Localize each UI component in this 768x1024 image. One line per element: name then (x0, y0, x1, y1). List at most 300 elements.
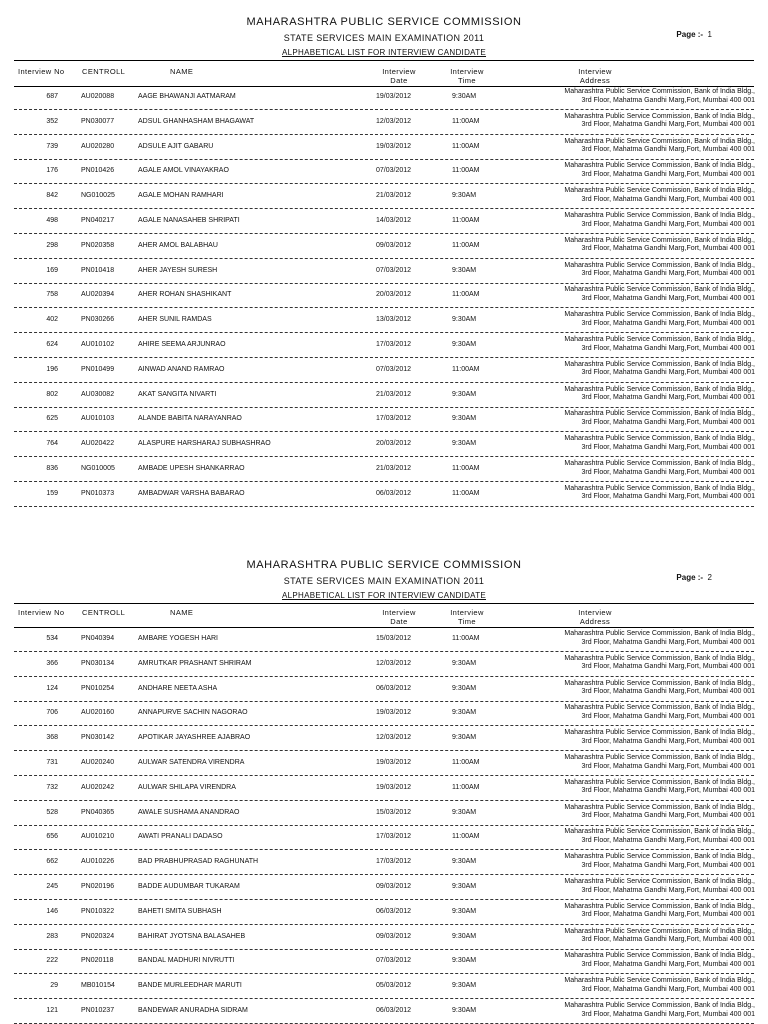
col-header-time-line2: Time (458, 617, 476, 626)
interview-date-cell: 09/03/2012 (376, 241, 412, 249)
col-header-name: NAME (170, 608, 194, 617)
interview-time-cell: 11:00AM (452, 142, 480, 150)
name-cell: BANDAL MADHURI NIVRUTTI (138, 957, 235, 965)
table-row (14, 800, 754, 826)
interview-date-cell: 07/03/2012 (376, 266, 412, 274)
interview-time-cell: 9:30AM (452, 907, 477, 915)
interview-address-cell (484, 162, 755, 179)
interview-no-cell: 169 (46, 266, 58, 274)
interview-date-cell: 17/03/2012 (376, 415, 412, 423)
interview-address-cell (484, 878, 755, 895)
name-cell: AHIRE SEEMA ARJUNRAO (138, 341, 226, 348)
centroll-cell: AU020422 (81, 440, 115, 448)
interview-time-cell: 9:30AM (452, 734, 477, 742)
name-cell: ADSULE AJIT GABARU (138, 142, 214, 150)
table-row (14, 109, 754, 135)
address-line-1: Maharashtra Public Service Commission, Bank of India Bldg., (564, 853, 755, 861)
interview-time-cell: 11:00AM (452, 365, 480, 373)
interview-address-cell (484, 828, 755, 845)
interview-time-cell: 11:00AM (452, 783, 480, 791)
interview-time-cell: 11:00AM (452, 833, 480, 841)
centroll-cell: AU020088 (81, 93, 115, 100)
centroll-cell: PN030142 (81, 734, 115, 742)
interview-no-cell: 764 (46, 440, 58, 448)
interview-date-cell: 07/03/2012 (376, 167, 412, 175)
address-line-1: Maharashtra Public Service Commission, Bank of India Bldg., (564, 336, 755, 343)
table-row (14, 849, 754, 875)
address-line-1: Maharashtra Public Service Commission, Bank of India Bldg., (564, 137, 755, 145)
interview-address-cell (484, 386, 755, 403)
name-cell: AMBADE UPESH SHANKARRAO (138, 465, 245, 472)
centroll-cell: PN010373 (81, 489, 115, 497)
address-line-1: Maharashtra Public Service Commission, Bank of India Bldg., (564, 1002, 755, 1009)
interview-no-cell: 366 (46, 659, 58, 667)
interview-address-cell (484, 903, 755, 920)
col-header-address (560, 608, 630, 626)
interview-time-cell: 9:30AM (452, 659, 477, 667)
col-header-date-line1: Interview (382, 67, 416, 76)
name-cell: BAHETI SMITA SUBHASH (138, 907, 222, 915)
interview-address-cell (484, 1002, 755, 1019)
page-number-value: 1 (707, 30, 712, 39)
name-cell: APOTIKAR JAYASHREE AJABRAO (138, 734, 251, 742)
interview-address-cell (484, 435, 755, 452)
interview-address-cell (484, 88, 755, 105)
centroll-cell: PN020324 (81, 932, 115, 940)
address-line-2: 3rd Floor, Mahatma Gandhi Marg,Fort, Mumbai 400 001 (581, 468, 755, 476)
name-cell: ADSUL GHANHASHAM BHAGAWAT (138, 117, 255, 125)
address-line-2: 3rd Floor, Mahatma Gandhi Marg,Fort, Mumbai 400 001 (581, 96, 755, 104)
interview-date-cell: 06/03/2012 (376, 1007, 412, 1014)
address-line-2: 3rd Floor, Mahatma Gandhi Marg,Fort, Mumbai 400 001 (581, 638, 755, 646)
interview-time-cell: 9:30AM (452, 341, 477, 348)
interview-time-cell: 11:00AM (452, 241, 480, 249)
table-row (14, 626, 754, 652)
interview-time-cell: 11:00AM (452, 291, 480, 299)
centroll-cell: AU020280 (81, 142, 115, 150)
interview-date-cell: 17/03/2012 (376, 341, 412, 348)
address-line-1: Maharashtra Public Service Commission, Bank of India Bldg., (564, 112, 755, 120)
address-line-2: 3rd Floor, Mahatma Gandhi Marg,Fort, Mumbai 400 001 (581, 369, 755, 377)
table-row (14, 775, 754, 801)
table-row (14, 431, 754, 457)
col-header-centroll: CENTROLL (82, 608, 126, 617)
list-title (0, 48, 768, 57)
centroll-cell: AU020160 (81, 709, 115, 717)
col-header-name: NAME (170, 67, 194, 76)
address-line-1: Maharashtra Public Service Commission, Bank of India Bldg., (564, 435, 755, 443)
name-cell: AWATI PRANALI DADASO (138, 833, 223, 841)
interview-date-cell: 19/03/2012 (376, 759, 412, 766)
interview-date-cell: 15/03/2012 (376, 635, 412, 642)
interview-time-cell: 9:30AM (452, 957, 477, 965)
interview-no-cell: 176 (46, 167, 58, 175)
interview-time-cell: 9:30AM (452, 982, 477, 990)
name-cell: AKAT SANGITA NIVARTI (138, 390, 217, 398)
address-line-2: 3rd Floor, Mahatma Gandhi Marg,Fort, Mumbai 400 001 (581, 960, 755, 968)
interview-address-cell (484, 187, 755, 204)
centroll-cell: AU020240 (81, 759, 115, 766)
address-line-1: Maharashtra Public Service Commission, Bank of India Bldg., (564, 630, 755, 637)
address-line-1: Maharashtra Public Service Commission, Bank of India Bldg., (564, 729, 755, 737)
centroll-cell: AU020242 (81, 783, 115, 791)
interview-date-cell: 05/03/2012 (376, 982, 412, 990)
address-line-1: Maharashtra Public Service Commission, Bank of India Bldg., (564, 311, 755, 319)
col-header-date-line2: Date (390, 76, 408, 85)
table-row (14, 282, 754, 308)
table-row (14, 382, 754, 408)
interview-address-cell (484, 853, 755, 870)
interview-address-cell (484, 237, 755, 254)
interview-date-cell: 06/03/2012 (376, 907, 412, 915)
page-number (676, 30, 712, 39)
address-line-1: Maharashtra Public Service Commission, Bank of India Bldg., (564, 977, 755, 985)
interview-date-cell: 06/03/2012 (376, 489, 412, 497)
interview-date-cell: 07/03/2012 (376, 365, 412, 373)
table-row (14, 824, 754, 850)
table-row (14, 973, 754, 999)
centroll-cell: PN020196 (81, 883, 115, 890)
interview-no-cell: 298 (46, 241, 58, 249)
table-row (14, 208, 754, 234)
interview-no-cell: 842 (46, 192, 58, 200)
address-line-1: Maharashtra Public Service Commission, Bank of India Bldg., (564, 654, 755, 662)
interview-address-cell (484, 704, 755, 721)
interview-time-cell: 9:30AM (452, 709, 477, 717)
address-line-1: Maharashtra Public Service Commission, Bank of India Bldg., (564, 410, 755, 418)
table-row (14, 357, 754, 383)
table-row (14, 233, 754, 259)
address-line-2: 3rd Floor, Mahatma Gandhi Marg,Fort, Mumbai 400 001 (581, 344, 755, 352)
interview-address-cell (484, 754, 755, 771)
name-cell: AGALE MOHAN RAMHARI (138, 192, 224, 200)
centroll-cell: PN010322 (81, 907, 115, 915)
interview-time-cell: 9:30AM (452, 440, 477, 448)
page-label: Page :- (676, 30, 704, 39)
address-line-2: 3rd Floor, Mahatma Gandhi Marg,Fort, Mumbai 400 001 (581, 886, 755, 894)
interview-address-cell (484, 779, 755, 796)
centroll-cell: PN010237 (81, 1007, 115, 1014)
page-number-value: 2 (707, 573, 712, 582)
address-line-1: Maharashtra Public Service Commission, Bank of India Bldg., (564, 754, 755, 761)
interview-date-cell: 17/03/2012 (376, 833, 412, 841)
col-header-time-line1: Interview (450, 67, 484, 76)
interview-date-cell: 21/03/2012 (376, 465, 412, 472)
interview-no-cell: 534 (46, 635, 58, 642)
name-cell: AWALE SUSHAMA ANANDRAO (138, 808, 240, 816)
centroll-cell: AU010102 (81, 341, 115, 348)
table-row (14, 899, 754, 925)
interview-address-cell (484, 262, 755, 279)
table-row (14, 183, 754, 209)
address-line-2: 3rd Floor, Mahatma Gandhi Marg,Fort, Mumbai 400 001 (581, 195, 755, 203)
name-cell: AULWAR SHILAPA VIRENDRA (138, 783, 236, 791)
name-cell: AHER AMOL BALABHAU (138, 241, 218, 249)
interview-no-cell: 528 (46, 808, 58, 816)
centroll-cell: PN010418 (81, 266, 115, 274)
interview-time-cell: 9:30AM (452, 858, 477, 866)
centroll-cell: PN030077 (81, 117, 115, 125)
interview-address-cell (484, 138, 755, 155)
name-cell: ANDHARE NEETA ASHA (138, 684, 218, 692)
centroll-cell: AU010103 (81, 415, 115, 423)
table-row (14, 874, 754, 900)
address-line-2: 3rd Floor, Mahatma Gandhi Marg,Fort, Mumbai 400 001 (581, 663, 755, 671)
centroll-cell: AU010210 (81, 833, 115, 841)
address-line-1: Maharashtra Public Service Commission, Bank of India Bldg., (564, 212, 755, 219)
col-header-address-line2: Address (579, 76, 611, 85)
interview-no-cell: 245 (46, 883, 58, 890)
interview-no-cell: 121 (46, 1007, 58, 1014)
interview-no-cell: 368 (46, 734, 58, 742)
interview-no-cell: 662 (46, 858, 58, 866)
centroll-cell: PN040394 (81, 635, 115, 642)
interview-no-cell: 624 (46, 341, 58, 348)
table-row (14, 307, 754, 333)
centroll-cell: NG010025 (81, 192, 115, 200)
col-header-time (440, 67, 494, 85)
address-line-1: Maharashtra Public Service Commission, Bank of India Bldg., (564, 360, 755, 368)
name-cell: AULWAR SATENDRA VIRENDRA (138, 759, 245, 766)
interview-time-cell: 9:30AM (452, 1007, 477, 1014)
interview-time-cell: 9:30AM (452, 266, 477, 274)
name-cell: AHER JAYESH SURESH (138, 266, 218, 274)
interview-no-cell: 29 (50, 982, 58, 990)
interview-date-cell: 07/03/2012 (376, 957, 412, 965)
interview-no-cell: 402 (46, 316, 58, 324)
address-line-2: 3rd Floor, Mahatma Gandhi Marg,Fort, Mumbai 400 001 (581, 319, 755, 327)
interview-address-cell (484, 336, 755, 353)
address-line-2: 3rd Floor, Mahatma Gandhi Marg,Fort, Mumbai 400 001 (581, 688, 755, 696)
table-row (14, 258, 754, 284)
name-cell: BANDEWAR ANURADHA SIDRAM (138, 1007, 248, 1014)
interview-date-cell: 21/03/2012 (376, 390, 412, 398)
interview-no-cell: 656 (46, 833, 58, 841)
address-line-1: Maharashtra Public Service Commission, Bank of India Bldg., (564, 952, 755, 960)
table-row (14, 456, 754, 482)
name-cell: AGALE NANASAHEB SHRIPATI (138, 217, 240, 224)
address-line-2: 3rd Floor, Mahatma Gandhi Marg,Fort, Mumbai 400 001 (581, 936, 755, 944)
address-line-2: 3rd Floor, Mahatma Gandhi Marg,Fort, Mumbai 400 001 (581, 1010, 755, 1018)
col-header-time (440, 608, 494, 626)
centroll-cell: AU020394 (81, 291, 115, 299)
interview-time-cell: 9:30AM (452, 932, 477, 940)
header-rule (14, 603, 754, 604)
col-header-date-line1: Interview (382, 608, 416, 617)
address-line-1: Maharashtra Public Service Commission, Bank of India Bldg., (564, 261, 755, 269)
interview-time-cell: 9:30AM (452, 684, 477, 692)
interview-address-cell (484, 311, 755, 328)
address-line-2: 3rd Floor, Mahatma Gandhi Marg,Fort, Mumbai 400 001 (581, 712, 755, 720)
centroll-cell: PN030266 (81, 316, 115, 324)
address-line-1: Maharashtra Public Service Commission, Bank of India Bldg., (564, 828, 755, 836)
interview-no-cell: 731 (46, 759, 58, 766)
table-row (14, 700, 754, 726)
name-cell: AAGE BHAWANJI AATMARAM (138, 93, 236, 100)
table-row (14, 406, 754, 432)
interview-no-cell: 222 (46, 957, 58, 965)
centroll-cell: PN010499 (81, 365, 115, 373)
address-line-2: 3rd Floor, Mahatma Gandhi Marg,Fort, Mumbai 400 001 (581, 443, 755, 451)
table-row (14, 481, 754, 507)
interview-no-cell: 146 (46, 907, 58, 915)
page-label: Page :- (676, 573, 704, 582)
interview-date-cell: 19/03/2012 (376, 709, 412, 717)
interview-address-cell (484, 460, 755, 477)
interview-no-cell: 802 (46, 390, 58, 398)
centroll-cell: AU010226 (81, 858, 115, 866)
name-cell: ANNAPURVE SACHIN NAGORAO (138, 709, 248, 717)
address-line-2: 3rd Floor, Mahatma Gandhi Marg,Fort, Mumbai 400 001 (581, 836, 755, 844)
interview-address-cell (484, 680, 755, 697)
list-title-text: ALPHABETICAL LIST FOR INTERVIEW CANDIDATE (281, 48, 487, 57)
name-cell: AHER SUNIL RAMDAS (138, 316, 212, 324)
col-header-time-line2: Time (458, 76, 476, 85)
page-number (676, 573, 712, 582)
address-line-2: 3rd Floor, Mahatma Gandhi Marg,Fort, Mumbai 400 001 (581, 245, 755, 253)
address-line-1: Maharashtra Public Service Commission, Bank of India Bldg., (564, 88, 755, 95)
list-title (0, 591, 768, 600)
col-header-address (560, 67, 630, 85)
interview-date-cell: 20/03/2012 (376, 440, 412, 448)
address-line-1: Maharashtra Public Service Commission, Bank of India Bldg., (564, 704, 755, 712)
address-line-2: 3rd Floor, Mahatma Gandhi Marg,Fort, Mumbai 400 001 (581, 812, 755, 820)
interview-date-cell: 20/03/2012 (376, 291, 412, 299)
interview-address-cell (484, 928, 755, 945)
address-line-2: 3rd Floor, Mahatma Gandhi Marg,Fort, Mumbai 400 001 (581, 787, 755, 795)
address-line-2: 3rd Floor, Mahatma Gandhi Marg,Fort, Mumbai 400 001 (581, 911, 755, 919)
interview-address-cell (484, 729, 755, 746)
interview-no-cell: 758 (46, 291, 58, 299)
table-row (14, 725, 754, 751)
table-row (14, 750, 754, 776)
interview-address-cell (484, 977, 755, 994)
centroll-cell: PN020118 (81, 957, 114, 965)
table-row (14, 158, 754, 184)
col-header-interview-no: Interview No (18, 67, 65, 76)
interview-date-cell: 12/03/2012 (376, 659, 412, 667)
centroll-cell: PN040217 (81, 217, 115, 224)
header-rule (14, 60, 754, 61)
interview-date-cell: 09/03/2012 (376, 932, 412, 940)
interview-time-cell: 11:00AM (452, 117, 480, 125)
interview-no-cell: 687 (46, 93, 58, 100)
centroll-cell: PN040365 (81, 808, 115, 816)
address-line-1: Maharashtra Public Service Commission, Bank of India Bldg., (564, 385, 755, 393)
interview-time-cell: 11:00AM (452, 489, 480, 497)
address-line-1: Maharashtra Public Service Commission, Bank of India Bldg., (564, 484, 755, 492)
name-cell: AINWAD ANAND RAMRAO (138, 365, 225, 373)
table-row (14, 332, 754, 358)
interview-date-cell: 06/03/2012 (376, 684, 412, 692)
address-line-1: Maharashtra Public Service Commission, Bank of India Bldg., (564, 778, 755, 786)
page-title: MAHARASHTRA PUBLIC SERVICE COMMISSION (246, 16, 522, 28)
address-line-2: 3rd Floor, Mahatma Gandhi Marg,Fort, Mumbai 400 001 (581, 418, 755, 426)
centroll-cell: PN010254 (81, 684, 115, 692)
address-line-2: 3rd Floor, Mahatma Gandhi Marg,Fort, Mumbai 400 001 (581, 170, 755, 178)
name-cell: BAD PRABHUPRASAD RAGHUNATH (138, 858, 259, 866)
address-line-2: 3rd Floor, Mahatma Gandhi Marg,Fort, Mumbai 400 001 (581, 985, 755, 993)
name-cell: AMBARE YOGESH HARI (138, 635, 219, 642)
exam-subtitle: STATE SERVICES MAIN EXAMINATION 2011 (283, 576, 485, 586)
interview-time-cell: 9:30AM (452, 192, 477, 200)
interview-address-cell (484, 485, 755, 502)
address-line-1: Maharashtra Public Service Commission, Bank of India Bldg., (564, 460, 755, 467)
centroll-cell: MB010154 (81, 982, 115, 990)
interview-no-cell: 498 (46, 217, 58, 224)
interview-date-cell: 17/03/2012 (376, 858, 412, 866)
interview-no-cell: 625 (46, 415, 58, 423)
table-row (14, 651, 754, 677)
name-cell: BANDE MURLEEDHAR MARUTI (138, 982, 242, 990)
col-header-date (370, 608, 428, 626)
interview-address-cell (484, 410, 755, 427)
interview-address-cell (484, 286, 755, 303)
address-line-2: 3rd Floor, Mahatma Gandhi Marg,Fort, Mumbai 400 001 (581, 270, 755, 278)
address-line-1: Maharashtra Public Service Commission, Bank of India Bldg., (564, 187, 755, 195)
address-line-2: 3rd Floor, Mahatma Gandhi Marg,Fort, Mumbai 400 001 (581, 394, 755, 402)
name-cell: AHER ROHAN SHASHIKANT (138, 291, 232, 299)
interview-time-cell: 9:30AM (452, 883, 477, 890)
interview-no-cell: 283 (46, 932, 58, 940)
interview-address-cell (484, 361, 755, 378)
table-row (14, 134, 754, 160)
interview-date-cell: 19/03/2012 (376, 783, 412, 791)
address-line-2: 3rd Floor, Mahatma Gandhi Marg,Fort, Mumbai 400 001 (581, 146, 755, 154)
interview-no-cell: 196 (46, 365, 58, 373)
col-header-centroll: CENTROLL (82, 67, 126, 76)
interview-date-cell: 21/03/2012 (376, 192, 412, 200)
address-line-2: 3rd Floor, Mahatma Gandhi Marg,Fort, Mumbai 400 001 (581, 121, 755, 129)
col-header-date-line2: Date (390, 617, 408, 626)
interview-no-cell: 739 (46, 142, 58, 150)
interview-time-cell: 11:00AM (452, 217, 480, 224)
address-line-2: 3rd Floor, Mahatma Gandhi Marg,Fort, Mumbai 400 001 (581, 294, 755, 302)
centroll-cell: PN020358 (81, 241, 115, 249)
interview-address-cell (484, 655, 755, 672)
interview-date-cell: 14/03/2012 (376, 217, 412, 224)
centroll-cell: NG010005 (81, 465, 115, 472)
interview-time-cell: 9:30AM (452, 390, 477, 398)
col-header-address-line1: Interview (578, 67, 612, 76)
interview-time-cell: 9:30AM (452, 316, 477, 324)
interview-no-cell: 836 (46, 465, 58, 472)
address-line-1: Maharashtra Public Service Commission, Bank of India Bldg., (564, 679, 755, 687)
col-header-interview-no: Interview No (18, 608, 65, 617)
interview-time-cell: 11:00AM (452, 635, 480, 642)
interview-address-cell (484, 630, 755, 647)
table-row (14, 676, 754, 702)
page-title: MAHARASHTRA PUBLIC SERVICE COMMISSION (246, 559, 522, 571)
name-cell: ALASPURE HARSHARAJ SUBHASHRAO (138, 440, 271, 448)
address-line-2: 3rd Floor, Mahatma Gandhi Marg,Fort, Mumbai 400 001 (581, 493, 755, 501)
address-line-1: Maharashtra Public Service Commission, Bank of India Bldg., (564, 236, 755, 244)
interview-date-cell: 12/03/2012 (376, 734, 412, 742)
interview-no-cell: 732 (46, 783, 58, 791)
list-title-text: ALPHABETICAL LIST FOR INTERVIEW CANDIDATE (281, 591, 487, 600)
centroll-cell: AU030082 (81, 390, 115, 398)
col-header-date (370, 67, 428, 85)
interview-address-cell (484, 952, 755, 969)
centroll-cell: PN010426 (81, 167, 115, 175)
col-header-address-line2: Address (579, 617, 611, 626)
interview-no-cell: 159 (46, 489, 58, 497)
interview-address-cell (484, 113, 755, 130)
address-line-1: Maharashtra Public Service Commission, Bank of India Bldg., (564, 286, 755, 294)
name-cell: AMBADWAR VARSHA BABARAO (138, 489, 245, 497)
address-line-1: Maharashtra Public Service Commission, Bank of India Bldg., (564, 162, 755, 170)
interview-date-cell: 09/03/2012 (376, 883, 412, 890)
